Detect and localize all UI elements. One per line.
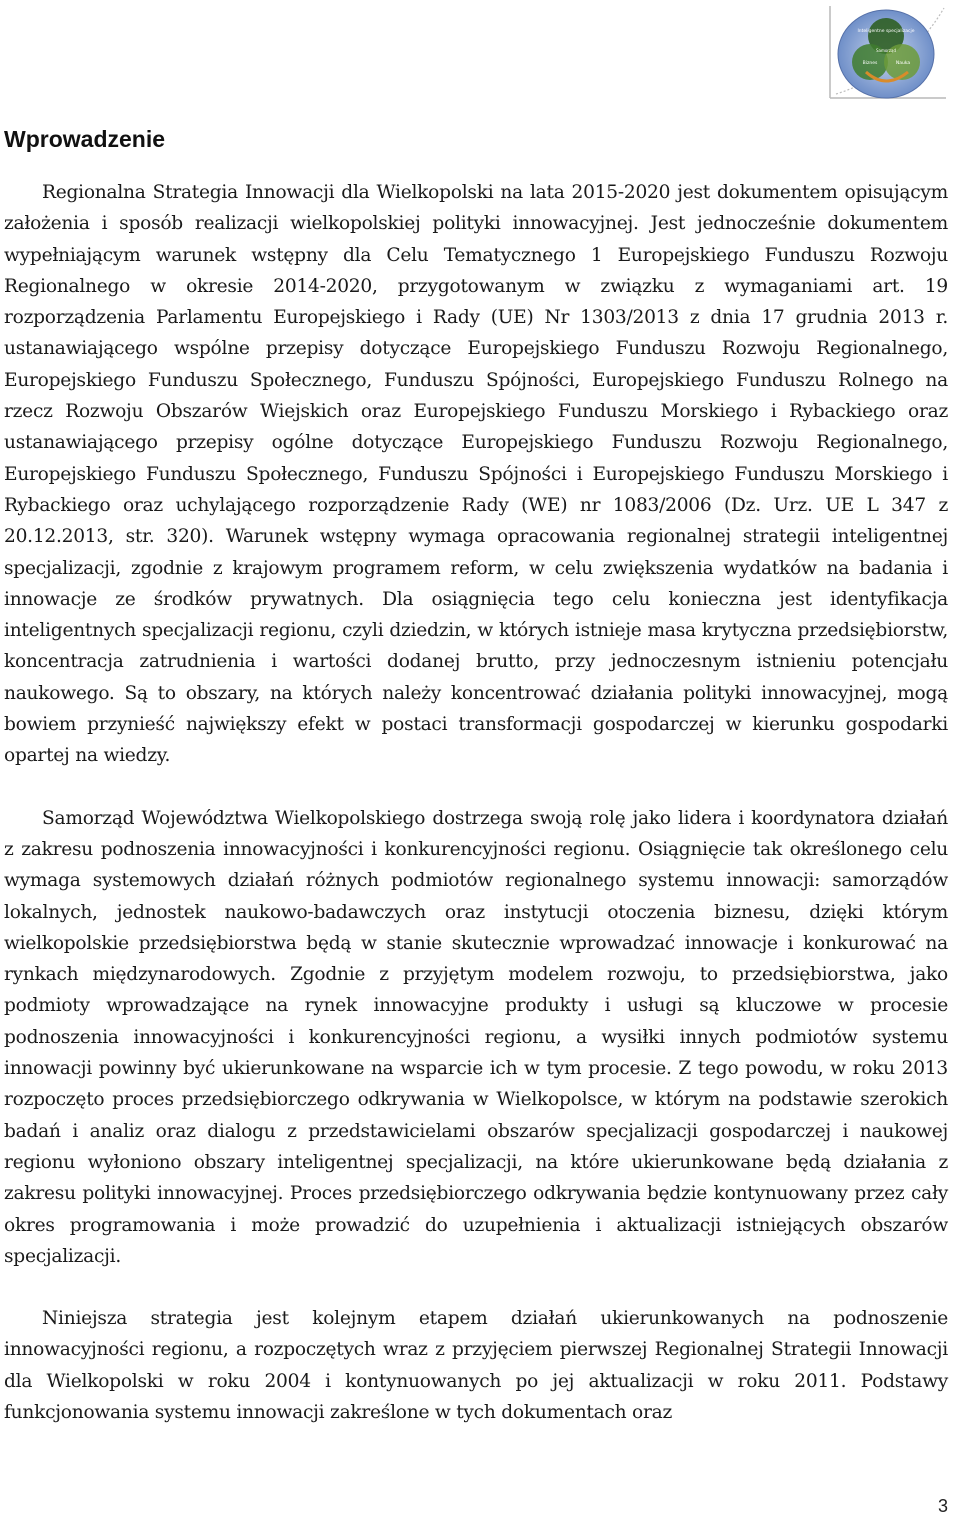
paragraph-2: Samorząd Województwa Wielkopolskiego dostrzega swoją rolę jako lidera i koordynatora działań z zakresu podnoszenia innowacyjności i konkurencyjności regionu. Osiągnięcie tak określonego celu wymaga systemowych działań różnych podmiotów regionalnego systemu innowacji: samorządów lokalnych, jednostek naukowo-badawczych oraz instytucji otoczenia biznesu, dzięki którym wielkopolskie przedsiębiorstwa będą w stanie skutecznie wprowadzać innowacje i konkurować na rynkach międzynarodowych. Zgodnie z przyjętym modelem rozwoju, to przedsiębiorstwa, jako podmioty wprowadzające na rynek innowacyjne produkty i usługi są kluczowe w procesie podnoszenia innowacyjności i konkurencyjności regionu, a wysiłki innych podmiotów systemu innowacji powinny być ukierunkowane na wsparcie ich w tym procesie. Z tego powodu, w roku 2013 rozpoczęto proces przedsiębiorczego odkrywania w Wielkopolsce, w którym na podstawie szerokich badań i analiz oraz dialogu z przedstawicielami obszarów specjalizacji gospodarczej i naukowej regionu wyłoniono obszary inteligentnej specjalizacji, na które ukierunkowane będą działania z zakresu polityki innowacyjnej. Proces przedsiębiorczego odkrywania będzie kontynuowany przez cały okres programowania i może prowadzić do uzupełnienia i aktualizacji istniejących obszarów specjalizacji.	[4, 807, 948, 1267]
paragraph-1: Regionalna Strategia Innowacji dla Wielkopolski na lata 2015-2020 jest dokumentem opisującym założenia i sposób realizacji wielkopolskiej polityki innowacyjnej. Jest jednocześnie dokumentem wypełniającym warunek wstępny dla Celu Tematycznego 1 Europejskiego Funduszu Rozwoju Regionalnego w okresie 2014-2020, przygotowanym w związku z wymaganiami art. 19 rozporządzenia Parlamentu Europejskiego i Rady (UE) Nr 1303/2013 z dnia 17 grudnia 2013 r. ustanawiającego wspólne przepisy dotyczące Europejskiego Funduszu Rozwoju Regionalnego, Europejskiego Funduszu Społecznego, Funduszu Spójności, Europejskiego Funduszu Rolnego na rzecz Rozwoju Obszarów Wiejskich oraz Europejskiego Funduszu Morskiego i Rybackiego oraz ustanawiającego przepisy ogólne dotyczące Europejskiego Funduszu Rozwoju Regionalnego, Europejskiego Funduszu Społecznego, Funduszu Spójności i Europejskiego Funduszu Morskiego i Rybackiego oraz uchylającego rozporządzenie Rady (WE) nr 1083/2006 (Dz. Urz. UE L 347 z 20.12.2013, str. 320). Warunek wstępny wymaga opracowania regionalnej strategii inteligentnej specjalizacji, zgodnie z krajowym programem reform, w celu zwiększenia wydatków na badania i innowacje ze środków prywatnych. Dla osiągnięcia tego celu konieczna jest identyfikacja inteligentnych specjalizacji regionu, czyli dziedzin, w których istnieje masa krytyczna przedsiębiorstw, koncentracja zatrudnienia i wartości dodanej brutto, przy jednoczesnym istnieniu potencjału naukowego. Są to obszary, na których należy koncentrować działania polityki innowacyjnej, mogą bowiem przynieść największy efekt w postaci transformacji gospodarczej w kierunku gospodarki opartej na wiedzy.	[4, 182, 948, 767]
logo-label-specializations: Inteligentne specjalizacje	[857, 29, 915, 34]
page-number: 3	[937, 1496, 948, 1516]
document-body	[4, 177, 948, 1459]
smart-specialization-logo-icon	[826, 2, 952, 102]
page-title: Wprowadzenie	[4, 126, 166, 152]
logo-label-business: Biznes	[862, 61, 878, 66]
logo-label-science: Nauka	[895, 61, 911, 66]
logo-label-government: Samorząd	[875, 48, 897, 53]
paragraph-3: Niniejsza strategia jest kolejnym etapem działań ukierunkowanych na podnoszenie innowacyjności regionu, a rozpoczętych wraz z przyjęciem pierwszej Regionalnej Strategii Innowacji dla Wielkopolski w roku 2004 i kontynuowanych po jej aktualizacji w roku 2011. Podstawy funkcjonowania systemu innowacji zakreślone w tych dokumentach oraz	[4, 1308, 948, 1423]
